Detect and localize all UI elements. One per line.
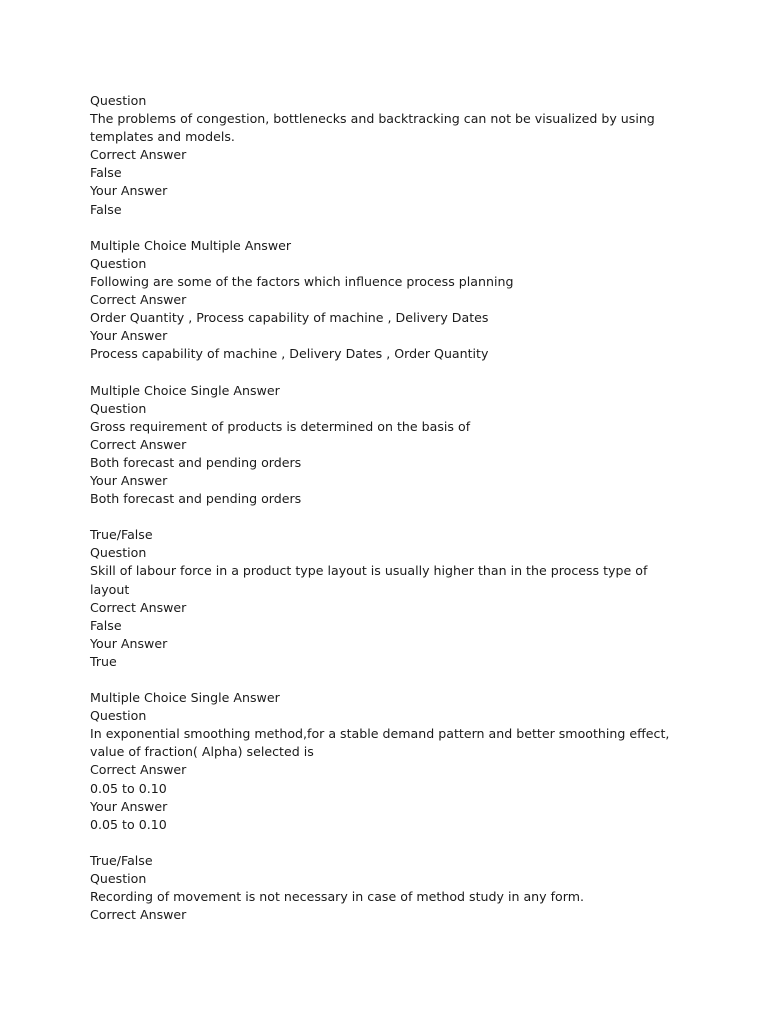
- your-answer-label: Your Answer: [90, 328, 168, 344]
- question-label: Question: [90, 255, 147, 271]
- question-text: The problems of congestion, bottlenecks and backtracking can not be visualized by using templates and models.: [90, 111, 655, 145]
- correct-answer-value: False: [90, 617, 122, 633]
- question-type: Multiple Choice Single Answer: [90, 382, 280, 398]
- question-block-4: [90, 526, 690, 671]
- correct-answer-value: False: [90, 165, 122, 181]
- correct-answer-label: Correct Answer: [90, 599, 187, 615]
- question-type: True/False: [90, 527, 153, 543]
- correct-answer-value: Both forecast and pending orders: [90, 454, 302, 470]
- question-label: Question: [90, 400, 147, 416]
- question-type: Multiple Choice Multiple Answer: [90, 237, 292, 253]
- question-label: Question: [90, 93, 147, 108]
- question-block-6: [90, 852, 690, 924]
- your-answer-label: Your Answer: [90, 635, 168, 651]
- question-label: Question: [90, 545, 147, 561]
- question-block-5: [90, 689, 690, 834]
- correct-answer-label: Correct Answer: [90, 436, 187, 452]
- your-answer-label: Your Answer: [90, 798, 168, 814]
- question-text: Skill of labour force in a product type layout is usually higher than in the process type of layout: [90, 563, 648, 597]
- question-text: Gross requirement of products is determined on the basis of: [90, 418, 471, 434]
- question-label: Question: [90, 871, 147, 887]
- correct-answer-value: Order Quantity , Process capability of machine , Delivery Dates: [90, 310, 489, 326]
- question-text: In exponential smoothing method,for a stable demand pattern and better smoothing effect, value of fraction( Alpha) selected is: [90, 726, 670, 760]
- question-text: Following are some of the factors which influence process planning: [90, 273, 514, 289]
- question-block-3: [90, 382, 690, 509]
- question-text: Recording of movement is not necessary in case of method study in any form.: [90, 889, 584, 905]
- document-page: [90, 92, 690, 942]
- correct-answer-value: 0.05 to 0.10: [90, 780, 167, 796]
- correct-answer-label: Correct Answer: [90, 147, 187, 163]
- your-answer-value: True: [90, 653, 117, 669]
- your-answer-label: Your Answer: [90, 183, 168, 199]
- your-answer-value: 0.05 to 0.10: [90, 816, 167, 832]
- correct-answer-label: Correct Answer: [90, 762, 187, 778]
- your-answer-value: False: [90, 201, 122, 217]
- your-answer-value: Process capability of machine , Delivery Dates , Order Quantity: [90, 346, 489, 362]
- your-answer-label: Your Answer: [90, 472, 168, 488]
- your-answer-value: Both forecast and pending orders: [90, 491, 302, 507]
- correct-answer-label: Correct Answer: [90, 907, 187, 923]
- correct-answer-label: Correct Answer: [90, 292, 187, 308]
- question-type: True/False: [90, 852, 153, 868]
- question-block-2: [90, 237, 690, 364]
- question-block-1: [90, 92, 690, 219]
- question-label: Question: [90, 708, 147, 724]
- question-type: Multiple Choice Single Answer: [90, 690, 280, 706]
